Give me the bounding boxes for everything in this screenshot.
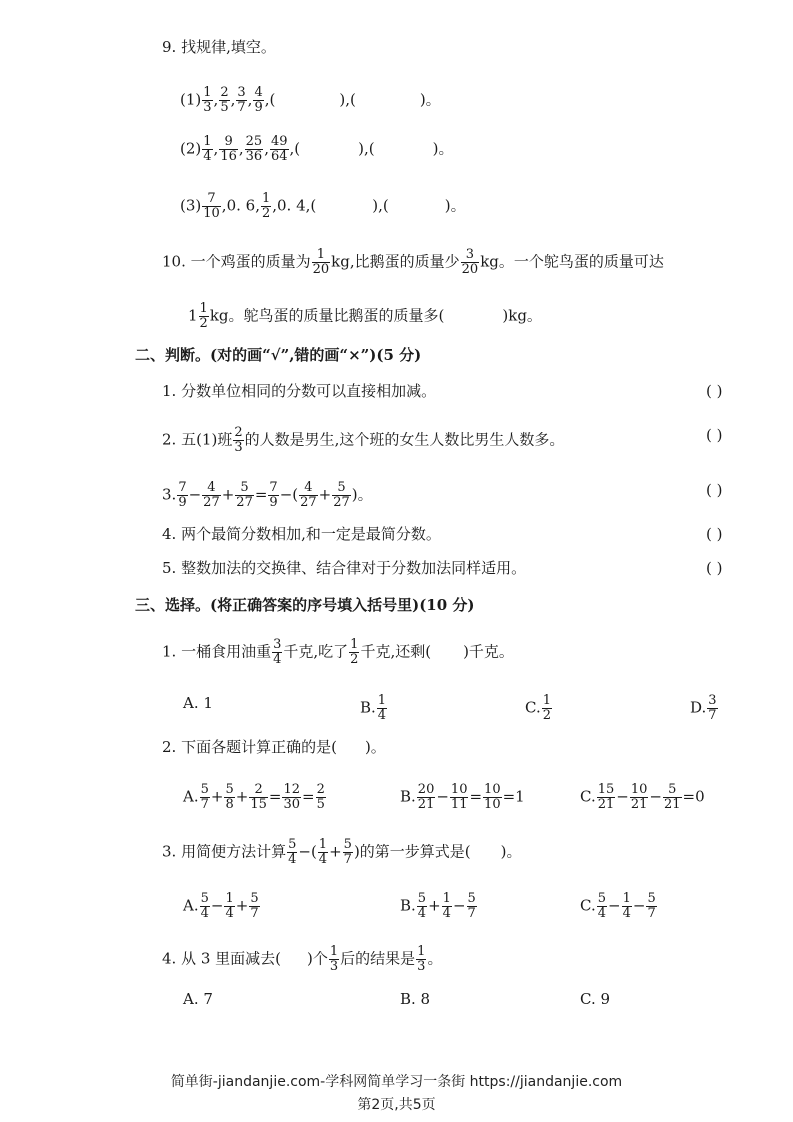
fraction: $\frac{5}{4}$: [288, 837, 297, 867]
fraction: $\frac{10}{10}$: [484, 782, 501, 812]
fraction: $\frac{10}{21}$: [630, 782, 648, 812]
choice-q3: 3. 用简便方法计算 $\frac{5}{4}$ −( $\frac{1}{4}$ + $\frac{5}{7}$ )的第一步算式是( )。: [162, 837, 522, 867]
fraction: $\frac{4}{27}$: [300, 480, 317, 510]
footer-watermark: 简单街-jiandanjie.com-学科网简单学习一条街 https://jiandanjie.com: [170, 1074, 623, 1090]
fraction: $\frac{1}{4}$: [442, 891, 451, 921]
fraction: $\frac{5}{4}$: [200, 891, 209, 921]
fraction: $\frac{1}{3}$: [203, 85, 212, 115]
choice-q1-option-a[interactable]: A. 1: [183, 694, 213, 712]
fraction: $\frac{10}{11}$: [450, 782, 468, 812]
choice-q2-option-b[interactable]: B. $\frac{20}{21}$ − $\frac{10}{11}$ = $\frac{10}{10}$ =1: [400, 782, 525, 812]
fraction: $\frac{1}{20}$: [312, 247, 330, 277]
fraction: $\frac{1}{4}$: [225, 891, 234, 921]
fraction: $\frac{1}{2}$: [199, 301, 208, 331]
choice-q2-option-c[interactable]: C. $\frac{15}{21}$ − $\frac{10}{21}$ − $\frac{5}{21}$ =0: [580, 782, 705, 812]
fraction: $\frac{5}{7}$: [343, 837, 352, 867]
fraction: $\frac{7}{10}$: [203, 191, 220, 221]
answer-paren[interactable]: ( ): [706, 481, 723, 499]
fraction: $\frac{49}{64}$: [270, 134, 288, 164]
choice-q1: 1. 一桶食用油重 $\frac{3}{4}$ 千克,吃了 $\frac{1}{2}$ 千克,还剩( )千克。: [162, 637, 514, 667]
choice-q3-option-b[interactable]: B. $\frac{5}{4}$ + $\frac{1}{4}$ − $\frac{5}{7}$: [400, 891, 476, 921]
choice-q2: 2. 下面各题计算正确的是( )。: [162, 738, 386, 756]
fraction: $\frac{1}{4}$: [622, 891, 631, 921]
fraction: $\frac{5}{7}$: [647, 891, 656, 921]
fraction: $\frac{1}{3}$: [417, 944, 426, 974]
choice-q3-option-c[interactable]: C. $\frac{5}{4}$ − $\frac{1}{4}$ − $\frac{5}{7}$: [580, 891, 656, 921]
fraction: $\frac{2}{5}$: [220, 85, 229, 115]
q9-title: 9. 找规律,填空。: [162, 38, 276, 56]
fraction: $\frac{4}{9}$: [254, 85, 263, 115]
fraction: $\frac{1}{4}$: [318, 837, 328, 867]
fraction: $\frac{2}{3}$: [234, 425, 243, 455]
judge-item-5: 5. 整数加法的交换律、结合律对于分数加法同样适用。: [162, 559, 527, 577]
fraction: $\frac{12}{30}$: [283, 782, 300, 812]
fraction: $\frac{9}{16}$: [220, 134, 237, 164]
fraction: $\frac{1}{3}$: [329, 944, 339, 974]
q10-line1: 10. 一个鸡蛋的质量为 $\frac{1}{20}$ kg,比鹅蛋的质量少 $\frac{3}{20}$ kg。一个鸵鸟蛋的质量可达: [162, 247, 664, 277]
fraction: $\frac{1}{4}$: [377, 693, 387, 723]
answer-paren[interactable]: ( ): [706, 382, 723, 400]
fraction: $\frac{4}{27}$: [203, 480, 220, 510]
answer-paren[interactable]: ( ): [706, 559, 723, 577]
fraction: $\frac{5}{7}$: [250, 891, 259, 921]
fraction: $\frac{2}{15}$: [250, 782, 267, 812]
fraction: $\frac{7}{9}$: [178, 480, 187, 510]
choice-q4-option-b[interactable]: B. 8: [400, 990, 431, 1008]
judge-item-1: 1. 分数单位相同的分数可以直接相加减。: [162, 382, 437, 400]
fraction: $\frac{5}{21}$: [663, 782, 681, 812]
q9-part1: (1) $\frac{1}{3}$ , $\frac{2}{5}$ , $\frac{3}{7}$ , $\frac{4}{9}$ ,( ),( )。: [180, 85, 441, 115]
fraction: $\frac{5}{8}$: [225, 782, 234, 812]
fraction: $\frac{3}{4}$: [273, 637, 282, 667]
fraction: $\frac{3}{7}$: [237, 85, 246, 115]
q9-part2: (2) $\frac{1}{4}$ , $\frac{9}{16}$ , $\frac{25}{36}$ , $\frac{49}{64}$ ,( ),( )。: [180, 134, 454, 164]
fraction: $\frac{5}{7}$: [467, 891, 476, 921]
fraction: $\frac{20}{21}$: [417, 782, 435, 812]
fraction: $\frac{3}{20}$: [461, 247, 479, 277]
answer-paren[interactable]: ( ): [706, 426, 723, 444]
answer-paren[interactable]: ( ): [706, 525, 723, 543]
section-2-title: 二、判断。(对的画“√”,错的画“×”)(5 分): [135, 346, 422, 364]
fraction: $\frac{1}{2}$: [261, 191, 271, 221]
choice-q1-option-d[interactable]: D. $\frac{3}{7}$: [690, 693, 717, 723]
fraction: $\frac{5}{7}$: [200, 782, 209, 812]
judge-item-3: 3. $\frac{7}{9}$ − $\frac{4}{27}$ + $\frac{5}{27}$ = $\frac{7}{9}$ −( $\frac{4}{27}$ + $\frac{5}{27}$ )。: [162, 480, 373, 510]
fraction: $\frac{15}{21}$: [597, 782, 615, 812]
section-3-title: 三、选择。(将正确答案的序号填入括号里)(10 分): [135, 596, 475, 614]
fraction: $\frac{5}{4}$: [597, 891, 606, 921]
choice-q2-option-a[interactable]: A. $\frac{5}{7}$ + $\frac{5}{8}$ + $\frac{2}{15}$ = $\frac{12}{30}$ = $\frac{2}{5}$: [183, 782, 325, 812]
choice-q4: 4. 从 3 里面减去( )个 $\frac{1}{3}$ 后的结果是 $\frac{1}{3}$ 。: [162, 944, 443, 974]
choice-q1-option-c[interactable]: C. $\frac{1}{2}$: [525, 693, 551, 723]
fraction: $\frac{1}{4}$: [203, 134, 212, 164]
fraction: $\frac{7}{9}$: [269, 480, 278, 510]
page-number: 第2页,共5页: [357, 1097, 436, 1113]
fraction: $\frac{1}{2}$: [350, 637, 359, 667]
q10-line2: 1 $\frac{1}{2}$ kg。鸵鸟蛋的质量比鹅蛋的质量多( )kg。: [188, 301, 542, 331]
judge-item-4: 4. 两个最简分数相加,和一定是最简分数。: [162, 525, 441, 543]
q9-part3: (3) $\frac{7}{10}$ ,0. 6, $\frac{1}{2}$ ,0. 4,( ),( )。: [180, 191, 466, 221]
choice-q3-option-a[interactable]: A. $\frac{5}{4}$ − $\frac{1}{4}$ + $\frac{5}{7}$: [183, 891, 259, 921]
fraction: $\frac{5}{27}$: [236, 480, 253, 510]
fraction: $\frac{5}{4}$: [417, 891, 427, 921]
fraction: $\frac{25}{36}$: [245, 134, 263, 164]
fraction: $\frac{2}{5}$: [316, 782, 325, 812]
judge-item-2: 2. 五(1)班 $\frac{2}{3}$ 的人数是男生,这个班的女生人数比男生人数多。: [162, 425, 565, 455]
fraction: $\frac{5}{27}$: [333, 480, 350, 510]
choice-q1-option-b[interactable]: B. $\frac{1}{4}$: [360, 693, 387, 723]
fraction: $\frac{1}{2}$: [542, 693, 551, 723]
choice-q4-option-c[interactable]: C. 9: [580, 990, 611, 1008]
choice-q4-option-a[interactable]: A. 7: [183, 990, 213, 1008]
fraction: $\frac{3}{7}$: [708, 693, 717, 723]
